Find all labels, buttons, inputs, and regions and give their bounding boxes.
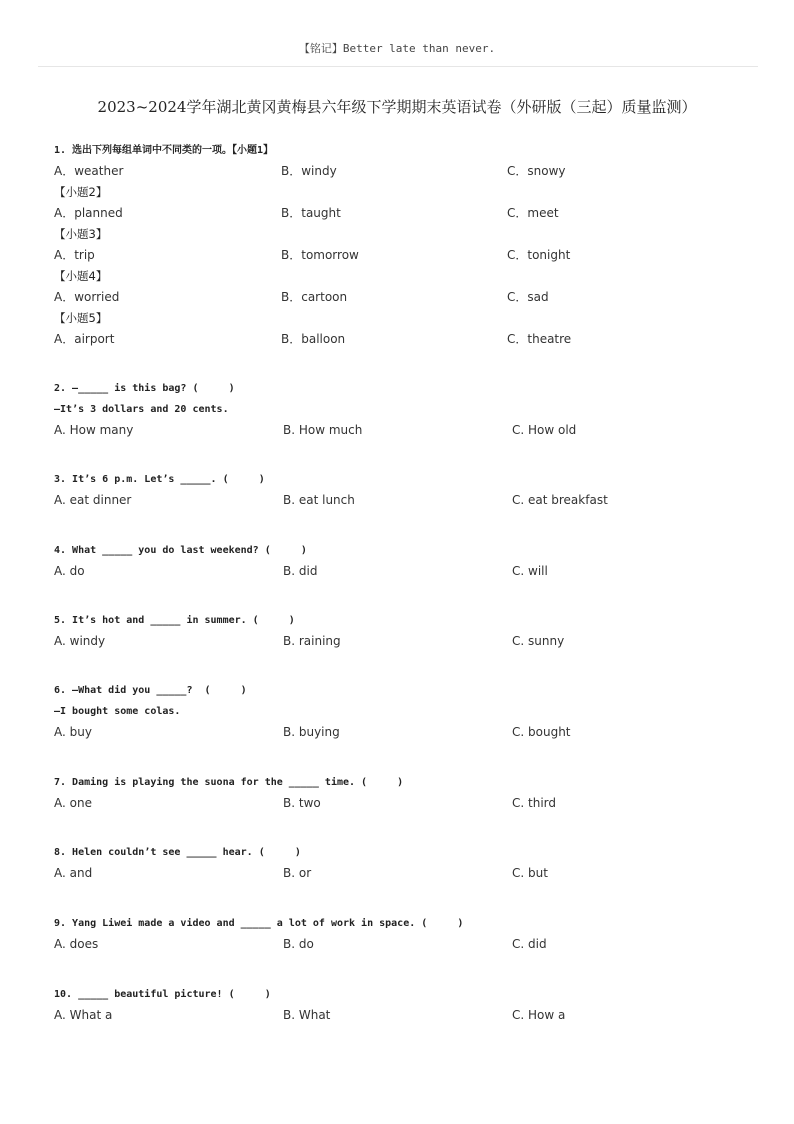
question-1-sub-1-options [54,161,754,182]
question-3-options [54,490,754,511]
question-9-options [54,934,754,955]
option-c[interactable]: C. How a [512,1008,566,1022]
option-a[interactable]: A. windy [54,634,106,648]
option-a[interactable]: A．worried [54,290,120,304]
question-4-options [54,561,754,582]
question-10-options [54,1005,754,1026]
sub-question-4-label: 【小题4】 [54,269,108,283]
question-6-stem: 6. —What did you _____? ( ) [54,685,247,696]
option-c[interactable]: C. How old [512,423,577,437]
option-a[interactable]: A. eat dinner [54,493,132,507]
option-c[interactable]: C．sad [507,290,549,304]
option-a[interactable]: A. do [54,564,85,578]
option-a[interactable]: A. and [54,866,93,880]
question-9 [54,913,754,955]
option-a[interactable]: A．weather [54,164,124,178]
option-c[interactable]: C．meet [507,206,559,220]
option-b[interactable]: B. did [283,564,318,578]
question-3 [54,469,754,511]
question-1-stem: 1. 选出下列每组单词中不同类的一项。【小题1】 [54,145,274,156]
question-6-options [54,722,754,743]
option-c[interactable]: C．theatre [507,332,572,346]
option-b[interactable]: B. do [283,937,314,951]
question-4 [54,540,754,582]
option-c[interactable]: C. bought [512,725,571,739]
option-a[interactable]: A. does [54,937,99,951]
exam-title: 2023~2024学年湖北黄冈黄梅县六年级下学期期末英语试卷（外研版（三起）质量监测） [97,98,697,116]
question-2-options [54,420,754,441]
question-4-stem: 4. What _____ you do last weekend? ( ) [54,545,307,556]
question-10-stem: 10. _____ beautiful picture! ( ) [54,989,271,1000]
option-a[interactable]: A. What a [54,1008,113,1022]
header-motto: 【铭记】Better late than never. [298,42,496,55]
option-c[interactable]: C. will [512,564,548,578]
option-b[interactable]: B. What [283,1008,331,1022]
sub-question-5-label: 【小题5】 [54,311,108,325]
question-1 [54,140,754,350]
question-10 [54,984,754,1026]
option-c[interactable]: C．tonight [507,248,571,262]
question-7 [54,772,754,814]
option-a[interactable]: A．planned [54,206,123,220]
question-5-stem: 5. It’s hot and _____ in summer. ( ) [54,615,295,626]
question-1-sub-5-options [54,329,754,350]
option-b[interactable]: B. buying [283,725,340,739]
option-a[interactable]: A. buy [54,725,92,739]
option-c[interactable]: C. did [512,937,547,951]
option-b[interactable]: B. eat lunch [283,493,355,507]
option-b[interactable]: B．windy [281,164,337,178]
option-b[interactable]: B. two [283,796,321,810]
question-2-stem: 2. —_____ is this bag? ( ) [54,383,235,394]
question-8-stem: 8. Helen couldn’t see _____ hear. ( ) [54,847,301,858]
sub-question-3-label: 【小题3】 [54,227,108,241]
question-6 [54,680,754,743]
question-8-options [54,863,754,884]
question-9-stem: 9. Yang Liwei made a video and _____ a lot of work in space. ( ) [54,918,464,929]
question-7-options [54,793,754,814]
option-b[interactable]: B. How much [283,423,363,437]
option-a[interactable]: A．trip [54,248,95,262]
question-8 [54,842,754,884]
question-1-sub-4-options [54,287,754,308]
sub-question-2-label: 【小题2】 [54,185,108,199]
question-1-sub-3-options [54,245,754,266]
option-c[interactable]: C. third [512,796,556,810]
option-c[interactable]: C. eat breakfast [512,493,608,507]
option-b[interactable]: B．balloon [281,332,346,346]
question-1-sub-2-options [54,203,754,224]
question-7-stem: 7. Daming is playing the suona for the _____ time. ( ) [54,777,404,788]
option-b[interactable]: B．cartoon [281,290,348,304]
question-2 [54,378,754,441]
question-5-options [54,631,754,652]
option-b[interactable]: B．taught [281,206,341,220]
option-a[interactable]: A. How many [54,423,134,437]
option-a[interactable]: A. one [54,796,92,810]
option-c[interactable]: C．snowy [507,164,566,178]
option-c[interactable]: C. sunny [512,634,565,648]
option-b[interactable]: B. raining [283,634,341,648]
header-divider [38,66,758,67]
question-2-dialogue-reply: —It’s 3 dollars and 20 cents. [54,404,229,415]
question-3-stem: 3. It’s 6 p.m. Let’s _____. ( ) [54,474,265,485]
option-b[interactable]: B. or [283,866,312,880]
question-5 [54,610,754,652]
option-b[interactable]: B．tomorrow [281,248,359,262]
question-6-dialogue-reply: —I bought some colas. [54,706,181,717]
option-c[interactable]: C. but [512,866,548,880]
option-a[interactable]: A．airport [54,332,115,346]
